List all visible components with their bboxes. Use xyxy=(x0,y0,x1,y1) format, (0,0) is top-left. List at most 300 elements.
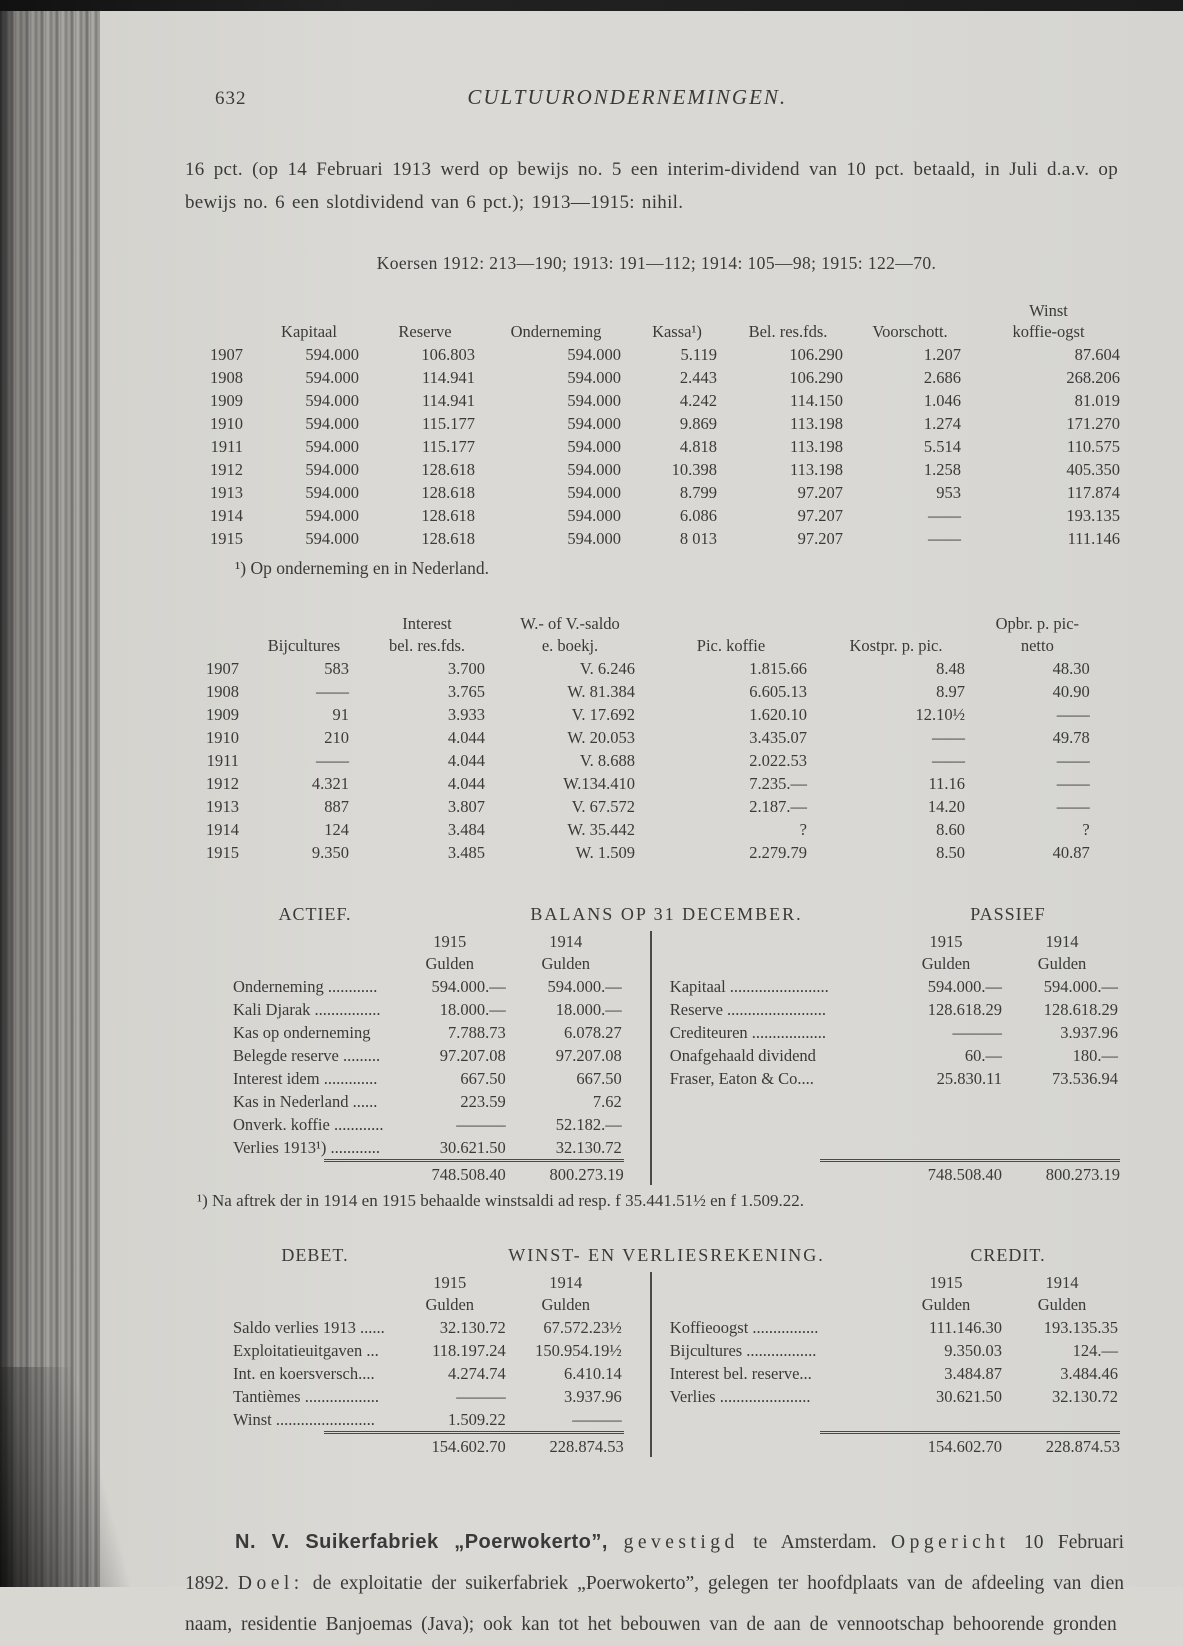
table-row xyxy=(185,841,1100,864)
table-cell xyxy=(231,953,392,975)
table-cell: 2.686 xyxy=(923,367,961,387)
table-cell: 4.274.74 xyxy=(448,1363,506,1383)
table-row xyxy=(185,366,1128,389)
table-cell: 128.618 xyxy=(421,482,475,502)
table-cell: 118.197.24 xyxy=(432,1340,506,1360)
table-cell: Tantièmes .................. xyxy=(233,1386,379,1406)
text-segment: Opgericht xyxy=(891,1532,1010,1554)
table-cell: Kostpr. p. pic. xyxy=(849,636,943,656)
table-cell: 25.830.11 xyxy=(936,1068,1002,1088)
table-cell: 6.410.14 xyxy=(564,1363,622,1383)
table-cell: Gulden xyxy=(541,954,591,974)
table-cell: 8.97 xyxy=(936,681,965,701)
table-cell: V. 67.572 xyxy=(571,796,635,816)
table-body xyxy=(668,975,1120,1090)
table-cell: 128.618.29 xyxy=(927,999,1002,1019)
total-1914: 800.273.19 xyxy=(1045,1165,1120,1185)
table-cell: Verlies 1913¹) ............ xyxy=(233,1137,381,1157)
table-cell: Bel. res.fds. xyxy=(748,322,828,342)
table-cell: 128.618 xyxy=(421,459,475,479)
table-cell xyxy=(645,613,817,635)
table-cell: 1913 xyxy=(210,482,243,502)
table-cell: 10.398 xyxy=(671,459,717,479)
table-cell: Interest idem ............. xyxy=(233,1068,378,1088)
total-1915: 748.508.40 xyxy=(927,1165,1002,1185)
table-header xyxy=(668,1272,1120,1316)
table-cell: Gulden xyxy=(921,954,971,974)
table-cell: 97.207.08 xyxy=(439,1045,506,1065)
table-cell: 594.000.— xyxy=(927,976,1002,996)
table-cell: 14.20 xyxy=(927,796,965,816)
total-1915: 748.508.40 xyxy=(431,1165,506,1185)
table-cell: 210 xyxy=(324,727,349,747)
table-cell: 3.700 xyxy=(447,658,485,678)
table-cell: W. 1.509 xyxy=(575,842,635,862)
table-cell: 2.279.79 xyxy=(749,842,807,862)
table-cell: 4.044 xyxy=(447,773,485,793)
table-cell: 594.000.— xyxy=(547,976,622,996)
table-cell: 11.16 xyxy=(928,773,965,793)
table-cell: 115.177 xyxy=(421,413,475,433)
table-cell xyxy=(817,613,975,635)
table-header-row xyxy=(668,953,1120,975)
table-cell: 1.620.10 xyxy=(749,704,807,724)
table-cell: Fraser, Eaton & Co.... xyxy=(669,1068,814,1088)
table-cell xyxy=(185,613,249,635)
table-cell: —— xyxy=(932,750,965,770)
table-cell: 5.119 xyxy=(680,344,717,364)
table-cell: 12.10½ xyxy=(915,704,965,724)
table-cell: netto xyxy=(1020,636,1054,656)
table-row xyxy=(185,343,1128,366)
table-cell: 1914 xyxy=(1045,932,1079,952)
table-cell: 594.000 xyxy=(567,505,621,525)
text-segment: gevestigd xyxy=(623,1532,739,1554)
table-cell: 594.000 xyxy=(305,459,359,479)
table-cell: 1911 xyxy=(206,750,239,770)
table-row xyxy=(668,1385,1120,1408)
table-cell: 81.019 xyxy=(1074,390,1120,410)
table-cell: Interest xyxy=(402,614,452,634)
table-cell: 106.803 xyxy=(421,344,475,364)
table-cell xyxy=(668,1272,888,1294)
table-cell: 113.198 xyxy=(789,459,843,479)
table-row xyxy=(185,772,1100,795)
table-cell xyxy=(231,1272,392,1294)
table-cell: 3.484 xyxy=(447,819,485,839)
balans-actief-side xyxy=(185,931,652,1185)
table-cell: 1914 xyxy=(549,932,583,952)
table-body xyxy=(231,975,624,1159)
table-cell: Pic. koffie xyxy=(696,636,766,656)
table-cell: Bijcultures ................. xyxy=(669,1340,817,1360)
table-cell: 2.022.53 xyxy=(749,750,807,770)
table-cell: 114.941 xyxy=(421,367,475,387)
table-header-row xyxy=(231,1272,624,1294)
table-cell xyxy=(231,931,392,953)
table-cell: 128.618 xyxy=(421,505,475,525)
table-cell: Onderneming xyxy=(510,322,602,342)
table-row xyxy=(185,818,1100,841)
table-cell: 1915 xyxy=(929,932,963,952)
table-cell: 124.— xyxy=(1072,1340,1118,1360)
table-row xyxy=(231,1067,624,1090)
table-cell: 30.621.50 xyxy=(936,1386,1002,1406)
table-cell: 4.044 xyxy=(447,727,485,747)
scan-top-shadow xyxy=(0,0,1183,11)
table-row xyxy=(185,412,1128,435)
table-row xyxy=(231,998,624,1021)
table-cell: 1.274 xyxy=(923,413,961,433)
table-cell: 1915 xyxy=(433,1273,467,1293)
table-cell: 594.000 xyxy=(305,482,359,502)
table-cell: Verlies ...................... xyxy=(669,1386,811,1406)
table-cell: 268.206 xyxy=(1066,367,1120,387)
table-header-row xyxy=(231,931,624,953)
table-cell: Kassa¹) xyxy=(652,322,702,342)
table-cell: 9.869 xyxy=(679,413,717,433)
table-cell: —— xyxy=(928,528,961,548)
table-cell: Koffieoogst ................ xyxy=(669,1317,819,1337)
table-cell: 32.130.72 xyxy=(555,1137,622,1157)
page-header xyxy=(185,85,1128,110)
wenv-title: WINST- EN VERLIESREKENING. xyxy=(508,1245,825,1266)
table-cell: 9.350 xyxy=(311,842,349,862)
table-cell: 1910 xyxy=(206,727,239,747)
table-row xyxy=(231,1136,624,1159)
table-body xyxy=(668,1316,1120,1408)
table-row xyxy=(185,527,1128,550)
table-cell: 594.000 xyxy=(305,436,359,456)
table-cell: Int. en koersversch.... xyxy=(233,1363,375,1383)
table-cell: 1913 xyxy=(206,796,239,816)
credit-total-row xyxy=(820,1431,1120,1457)
table-row xyxy=(668,1021,1120,1044)
table-cell: Gulden xyxy=(541,1295,591,1315)
table-cell: 594.000 xyxy=(567,413,621,433)
balans-title: BALANS OP 31 DECEMBER. xyxy=(530,904,803,925)
table-cell xyxy=(668,953,888,975)
table-cell: W.- of V.-saldo xyxy=(520,614,620,634)
table-header xyxy=(185,300,1128,343)
table-cell: ——— xyxy=(572,1409,622,1429)
table-cell: 4.242 xyxy=(679,390,717,410)
table-cell: Kapitaal xyxy=(281,322,337,342)
actief-total-row xyxy=(324,1159,624,1185)
table-row xyxy=(231,1090,624,1113)
total-1915: 154.602.70 xyxy=(431,1437,506,1457)
table-row xyxy=(231,1339,624,1362)
table-cell: 67.572.23½ xyxy=(543,1317,622,1337)
table-cell: 4.044 xyxy=(447,750,485,770)
total-1915: 154.602.70 xyxy=(927,1437,1002,1457)
debet-table xyxy=(231,1272,624,1431)
table-cell: 128.618 xyxy=(421,528,475,548)
table-cell: 106.290 xyxy=(789,344,843,364)
table-cell: 3.485 xyxy=(447,842,485,862)
table-cell: 113.198 xyxy=(789,413,843,433)
table-cell: Belegde reserve ......... xyxy=(233,1045,381,1065)
balans-passief-side xyxy=(652,931,1128,1185)
table-header xyxy=(231,931,624,975)
table-header-row xyxy=(668,1294,1120,1316)
table-cell: 40.90 xyxy=(1052,681,1090,701)
table-cell: Onafgehaald dividend xyxy=(669,1045,816,1065)
table-row xyxy=(231,1021,624,1044)
page-title: CULTUURONDERNEMINGEN. xyxy=(467,85,788,109)
table-cell: 594.000 xyxy=(305,367,359,387)
scanned-page xyxy=(100,11,1183,1636)
table-header-row xyxy=(231,1294,624,1316)
table-row xyxy=(668,1362,1120,1385)
table-cell: 1915 xyxy=(206,842,239,862)
table-cell: 52.182.— xyxy=(555,1114,622,1134)
table-cell: 6.078.27 xyxy=(564,1022,622,1042)
table-row xyxy=(185,657,1100,680)
book-binding-edge xyxy=(0,0,100,1587)
table-cell: 6.086 xyxy=(679,505,717,525)
table-cell: 3.484.46 xyxy=(1060,1363,1118,1383)
table-cell: 3.435.07 xyxy=(749,727,807,747)
debet-label: DEBET. xyxy=(281,1245,349,1266)
table-cell: 583 xyxy=(324,658,349,678)
table-row xyxy=(668,998,1120,1021)
text-segment: 10 Februari 1892. xyxy=(185,1532,1124,1595)
table-row xyxy=(185,703,1100,726)
table-cell: 9.350.03 xyxy=(944,1340,1002,1360)
koersen-line: Koersen 1912: 213—190; 1913: 191—112; 1914: 105—98; 1915: 122—70. xyxy=(376,253,937,274)
table-cell: 1909 xyxy=(206,704,239,724)
table-cell: Onderneming ............ xyxy=(233,976,378,996)
table-header-row xyxy=(668,931,1120,953)
table-row xyxy=(185,458,1128,481)
intro-paragraph: 16 pct. (op 14 Februari 1913 werd op bewijs no. 5 een interim-dividend van 10 pct. betaald, in Juli d.a.v. op bewijs no. 6 een slotdividend van 6 pct.); 1913—1915: nihil. xyxy=(185,159,1118,213)
table-cell: Kas op onderneming xyxy=(233,1022,371,1042)
table-row xyxy=(185,749,1100,772)
table-header-row xyxy=(185,300,1128,321)
table-cell: ? xyxy=(1082,819,1090,839)
table-cell: 1.509.22 xyxy=(448,1409,506,1429)
table-cell: 1910 xyxy=(210,413,243,433)
table-cell: Bijcultures xyxy=(267,636,341,656)
table-cell: 594.000 xyxy=(305,390,359,410)
total-1914: 228.874.53 xyxy=(549,1437,624,1457)
table-cell: 2.187.— xyxy=(749,796,807,816)
yearly-figures-table xyxy=(185,300,1128,550)
table-cell: 1907 xyxy=(206,658,239,678)
book-binding-corner xyxy=(0,1367,130,1587)
table-cell: Exploitatieuitgaven ... xyxy=(233,1340,379,1360)
table-cell: 1912 xyxy=(210,459,243,479)
table-cell: Reserve ........................ xyxy=(669,999,827,1019)
table-row xyxy=(185,435,1128,458)
table-cell: 124 xyxy=(324,819,349,839)
table-header-row xyxy=(231,953,624,975)
table-cell: 1912 xyxy=(206,773,239,793)
table-row xyxy=(231,1408,624,1431)
table-cell: Interest bel. reserve... xyxy=(669,1363,812,1383)
passief-total-row xyxy=(820,1159,1120,1185)
table-cell: 97.207.08 xyxy=(555,1045,622,1065)
table-cell: 115.177 xyxy=(421,436,475,456)
table-cell: V. 8.688 xyxy=(579,750,635,770)
table-cell: 953 xyxy=(936,482,961,502)
table-cell: 7.62 xyxy=(592,1091,622,1111)
table-cell: 1915 xyxy=(929,1273,963,1293)
table-row xyxy=(185,795,1100,818)
table-cell: 594.000 xyxy=(567,436,621,456)
table-cell: 594.000 xyxy=(305,413,359,433)
table-cell: —— xyxy=(316,750,349,770)
table-cell: 3.937.96 xyxy=(564,1386,622,1406)
table-cell: Gulden xyxy=(921,1295,971,1315)
table-cell: Winst ........................ xyxy=(233,1409,375,1429)
table-cell: Onverk. koffie ............ xyxy=(233,1114,384,1134)
table-cell: —— xyxy=(1056,773,1090,793)
page-number: 632 xyxy=(215,88,247,109)
table-cell: 667.50 xyxy=(576,1068,622,1088)
table-cell: 1914 xyxy=(1045,1273,1079,1293)
table-row xyxy=(668,1067,1120,1090)
table-cell: 49.78 xyxy=(1052,727,1090,747)
actief-table xyxy=(231,931,624,1159)
table-cell: koffie-ogst xyxy=(1012,322,1085,342)
table-cell: 594.000 xyxy=(567,482,621,502)
table-cell: Reserve xyxy=(398,322,452,342)
table-cell: 193.135.35 xyxy=(1043,1317,1118,1337)
table-row xyxy=(185,680,1100,703)
table-cell: 114.941 xyxy=(421,390,475,410)
table-cell: V. 6.246 xyxy=(579,658,635,678)
table-header xyxy=(185,613,1100,657)
table-cell: 1915 xyxy=(210,528,243,548)
table-cell: 113.198 xyxy=(789,436,843,456)
bijcultures-table xyxy=(185,613,1100,864)
table-cell: 1909 xyxy=(210,390,243,410)
table-cell xyxy=(668,931,888,953)
table-cell: 1914 xyxy=(549,1273,583,1293)
table-cell: 111.146.30 xyxy=(928,1317,1002,1337)
table-cell: Saldo verlies 1913 ...... xyxy=(233,1317,385,1337)
table-cell: 73.536.94 xyxy=(1052,1068,1118,1088)
table-cell: ? xyxy=(799,819,807,839)
table-cell: V. 17.692 xyxy=(571,704,635,724)
table-cell: 405.350 xyxy=(1066,459,1120,479)
table-cell: Kas in Nederland ...... xyxy=(233,1091,378,1111)
table-row xyxy=(185,481,1128,504)
table-cell: —— xyxy=(316,681,349,701)
table-cell: bel. res.fds. xyxy=(388,636,466,656)
table-header-row xyxy=(668,1272,1120,1294)
table-cell: 594.000.— xyxy=(431,976,506,996)
table-cell: 594.000 xyxy=(567,367,621,387)
table-cell: 3.484.87 xyxy=(944,1363,1002,1383)
table-cell: W.134.410 xyxy=(563,773,635,793)
table-cell: 114.150 xyxy=(789,390,843,410)
table-cell: 5.514 xyxy=(923,436,961,456)
table-cell: 594.000 xyxy=(305,344,359,364)
table-cell: 2.443 xyxy=(679,367,717,387)
table-header-row xyxy=(185,321,1128,343)
table-cell: W. 35.442 xyxy=(567,819,635,839)
table-cell: 1.046 xyxy=(923,390,961,410)
table-cell: 594.000 xyxy=(567,390,621,410)
table-cell: 1914 xyxy=(206,819,239,839)
table-cell: —— xyxy=(932,727,965,747)
table-cell: 171.270 xyxy=(1066,413,1120,433)
table-cell: 97.207 xyxy=(797,482,843,502)
table-row xyxy=(231,1113,624,1136)
table-header-row xyxy=(185,635,1100,657)
passief-label: PASSIEF xyxy=(970,904,1046,925)
table-cell: —— xyxy=(1056,796,1090,816)
table-cell: —— xyxy=(1056,750,1090,770)
table-cell: 106.290 xyxy=(789,367,843,387)
table-cell: —— xyxy=(928,505,961,525)
table-cell: 18.000.— xyxy=(439,999,506,1019)
table-cell: 193.135 xyxy=(1066,505,1120,525)
table-cell: 3.765 xyxy=(447,681,485,701)
wenv-debet-side xyxy=(185,1272,652,1457)
table-cell: 1.815.66 xyxy=(749,658,807,678)
table-cell: Gulden xyxy=(1037,1295,1087,1315)
table-cell xyxy=(249,613,359,635)
table-cell: Opbr. p. pic- xyxy=(995,614,1080,634)
table-row xyxy=(668,1044,1120,1067)
table-cell: 8.50 xyxy=(936,842,965,862)
table-cell: 4.818 xyxy=(679,436,717,456)
table-cell: 3.807 xyxy=(447,796,485,816)
table-row xyxy=(185,389,1128,412)
closing-paragraph xyxy=(185,1521,1124,1646)
table-cell: 8.48 xyxy=(936,658,965,678)
table-cell: 8.60 xyxy=(936,819,965,839)
table-cell: 97.207 xyxy=(797,528,843,548)
table-row xyxy=(231,975,624,998)
table-cell xyxy=(668,1294,888,1316)
total-1914: 800.273.19 xyxy=(549,1165,624,1185)
table-cell: 117.874 xyxy=(1066,482,1120,502)
table-cell: 8 013 xyxy=(679,528,717,548)
table-row xyxy=(231,1385,624,1408)
table-cell xyxy=(185,635,249,657)
table-cell: 594.000.— xyxy=(1043,976,1118,996)
table-cell: 1908 xyxy=(206,681,239,701)
wenv-sheet xyxy=(185,1272,1128,1457)
table-cell: ——— xyxy=(456,1386,506,1406)
spacer-cell xyxy=(185,300,969,321)
wenv-credit-side xyxy=(652,1272,1128,1457)
table-cell: 87.604 xyxy=(1074,344,1120,364)
table-cell: 32.130.72 xyxy=(439,1317,506,1337)
table-cell: 60.— xyxy=(964,1045,1002,1065)
table-cell: e. boekj. xyxy=(541,636,599,656)
table-cell: Gulden xyxy=(425,1295,475,1315)
table-cell: 7.788.73 xyxy=(448,1022,506,1042)
table-row xyxy=(231,1044,624,1067)
table-header xyxy=(231,1272,624,1316)
table-cell: 1908 xyxy=(210,367,243,387)
text-segment: te Amsterdam. xyxy=(738,1532,892,1554)
table-cell: 594.000 xyxy=(567,528,621,548)
table-row xyxy=(668,1339,1120,1362)
table-body xyxy=(185,343,1128,550)
table-cell: 1907 xyxy=(210,344,243,364)
table-row xyxy=(231,1316,624,1339)
credit-label: CREDIT. xyxy=(970,1245,1046,1266)
actief-label: ACTIEF. xyxy=(278,904,352,925)
credit-table xyxy=(668,1272,1120,1408)
